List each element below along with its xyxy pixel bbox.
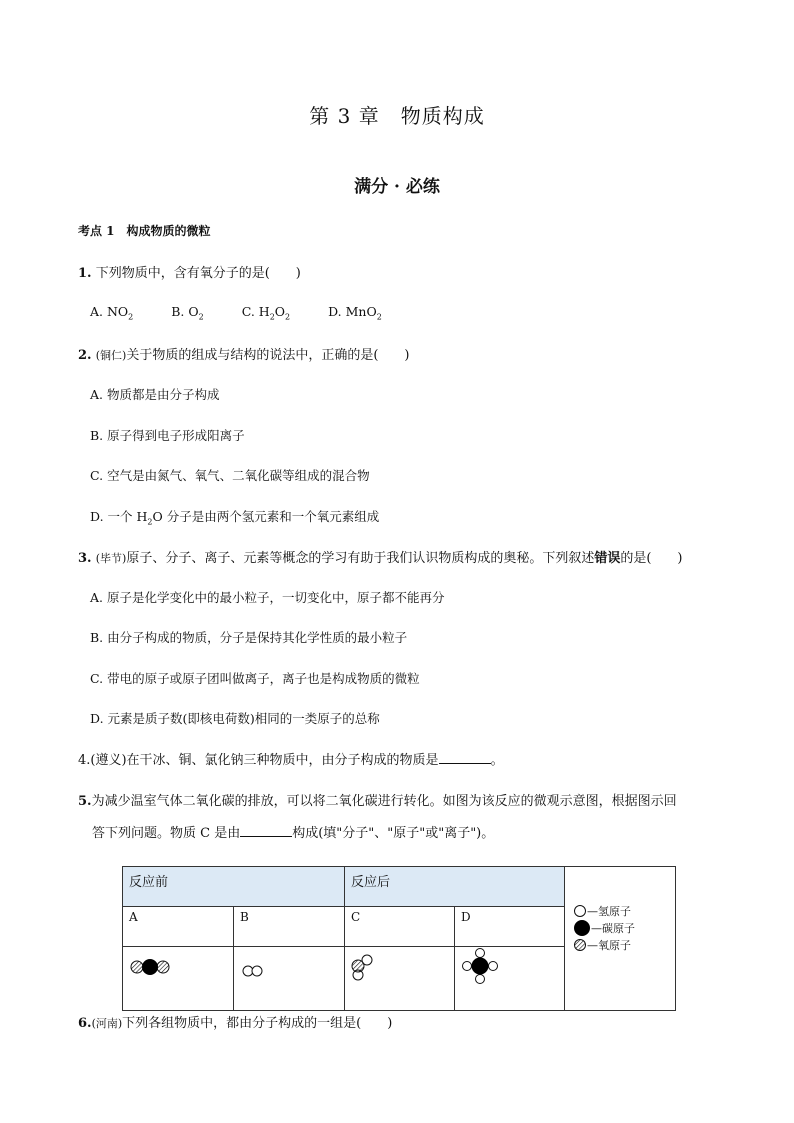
option-c[interactable]: C. 带电的原子或原子团叫做离子，离子也是构成物质的微粒 <box>90 671 420 686</box>
reaction-diagram-table <box>122 866 676 1011</box>
question-3 <box>78 547 683 566</box>
option-d[interactable]: D. 元素是质子数(即核电荷数)相同的一类原子的总称 <box>90 711 380 726</box>
question-text: 答下列问题。物质 C 是由 <box>92 826 241 841</box>
legend-hydrogen <box>573 903 631 919</box>
question-1-options <box>90 304 416 322</box>
question-text-end: 的是( ) <box>620 551 683 566</box>
question-source: (河南) <box>91 1017 123 1030</box>
molecule-d-cell <box>455 947 565 1011</box>
question-5-line2 <box>92 822 494 841</box>
atom-legend <box>565 867 676 1011</box>
carbon-atom-icon <box>573 919 591 937</box>
legend-label: —氢原子 <box>587 905 631 918</box>
option-c[interactable]: C. 空气是由氮气、氧气、二氧化碳等组成的混合物 <box>90 468 370 483</box>
option-d[interactable]: D. MnO$_2$ <box>328 304 382 322</box>
option-d[interactable]: D. 一个 $H_2O$ 分子是由两个氢元素和一个氧元素组成 <box>90 509 380 527</box>
molecule-a-cell <box>123 947 234 1011</box>
option-c[interactable]: C. $H_2O_2$ <box>241 304 291 322</box>
question-text: 原子、分子、离子、元素等概念的学习有助于我们认识物质构成的奥秘。下列叙述 <box>126 551 595 566</box>
h2-molecule-icon <box>234 947 344 1007</box>
before-reaction-header: 反应前 <box>123 867 345 907</box>
oxygen-atom-icon <box>573 938 587 952</box>
question-number: 6. <box>78 1016 92 1031</box>
question-number: 4. <box>78 753 91 768</box>
question-text: 下列物质中，含有氧分子的是( ) <box>95 266 301 281</box>
legend-label: —碳原子 <box>591 922 635 935</box>
option-a[interactable]: A. 物质都是由分子构成 <box>90 387 220 402</box>
legend-oxygen <box>573 937 631 953</box>
molecule-b-cell <box>234 947 345 1011</box>
question-4 <box>78 749 504 768</box>
option-a[interactable]: A. 原子是化学变化中的最小粒子，一切变化中，原子都不能再分 <box>90 590 445 605</box>
answer-blank[interactable] <box>439 751 491 764</box>
column-label-c: C <box>345 907 455 947</box>
question-source: (铜仁) <box>95 349 127 362</box>
question-text: 关于物质的组成与结构的说法中，正确的是( ) <box>126 348 410 363</box>
question-1 <box>78 262 301 281</box>
question-5 <box>78 790 677 809</box>
ch4-molecule-icon <box>455 947 564 1007</box>
question-text: 下列各组物质中，都由分子构成的一组是( ) <box>122 1016 393 1031</box>
molecule-c-cell <box>345 947 455 1011</box>
question-text: (遵义)在干冰、铜、氯化钠三种物质中，由分子构成的物质是 <box>90 753 439 768</box>
option-b[interactable]: B. 由分子构成的物质，分子是保持其化学性质的最小粒子 <box>90 630 408 645</box>
co2-molecule-icon <box>123 947 233 1007</box>
column-label-d: D <box>455 907 565 947</box>
answer-blank[interactable] <box>240 824 292 837</box>
question-number: 1. <box>78 266 92 281</box>
emphasis-text: 错误 <box>594 551 621 566</box>
page-title: 第 3 章 物质构成 <box>309 104 485 128</box>
page-subtitle: 满分 · 必练 <box>354 177 440 197</box>
question-number: 3. <box>78 551 92 566</box>
option-a[interactable]: A. $NO_2$ <box>90 304 134 322</box>
h2o-molecule-icon <box>345 947 454 1007</box>
column-label-b: B <box>234 907 345 947</box>
question-source: (毕节) <box>95 552 127 565</box>
question-number: 2. <box>78 348 92 363</box>
option-b[interactable]: B. $O_2$ <box>171 304 204 322</box>
section-heading: 考点 1 构成物质的微粒 <box>78 224 211 238</box>
legend-carbon <box>573 919 635 937</box>
question-text-end: 构成(填"分子"、"原子"或"离子")。 <box>292 826 495 841</box>
question-text: 为减少温室气体二氧化碳的排放，可以将二氧化碳进行转化。如图为该反应的微观示意图，根据图示回 <box>91 794 677 809</box>
legend-label: —氧原子 <box>587 939 631 952</box>
question-6 <box>78 1012 392 1031</box>
hydrogen-atom-icon <box>573 904 587 918</box>
question-text-end: 。 <box>490 753 504 768</box>
question-2 <box>78 344 409 363</box>
question-number: 5. <box>78 794 92 809</box>
option-b[interactable]: B. 原子得到电子形成阳离子 <box>90 428 245 443</box>
after-reaction-header: 反应后 <box>345 867 565 907</box>
column-label-a: A <box>123 907 234 947</box>
